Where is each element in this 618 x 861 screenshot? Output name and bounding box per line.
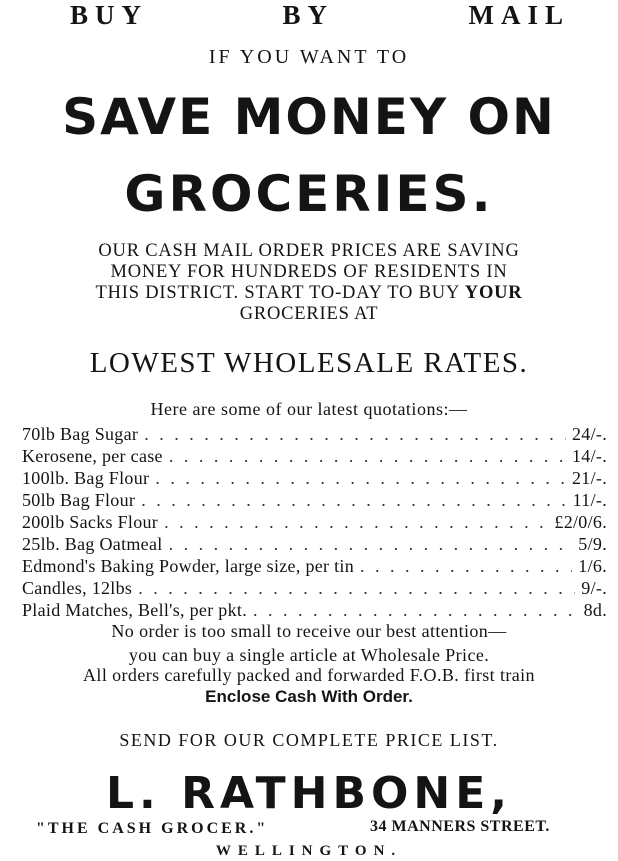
price-value: 8d. [583,600,607,620]
price-value: 9/-. [581,578,607,598]
merchant-name: L. RATHBONE, [106,768,512,819]
leader-dots [155,467,566,489]
rates-heading: LOWEST WHOLESALE RATES. [89,347,529,379]
price-row [22,599,607,621]
quotations-intro: Here are some of our latest quotations:— [150,399,468,419]
leader-dots [138,577,575,599]
price-item: Edmond's Baking Powder, large size, per tin [22,556,355,576]
send-line: SEND FOR OUR COMPLETE PRICE LIST. [119,730,499,750]
price-row [22,577,607,599]
price-row [22,533,607,555]
intro-line-4: GROCERIES AT [239,304,379,324]
subheading: IF YOU WANT TO [208,46,410,68]
note-line-1: No order is too small to receive our best attention— [111,621,507,641]
headline [70,0,570,31]
price-row [22,511,607,533]
intro-line-3-bold: YOUR [464,283,523,303]
headline-word-buy: BUY [70,0,149,30]
intro-line-2: MONEY FOR HUNDREDS OF RESIDENTS IN [110,262,508,282]
intro-line-3 [0,283,618,304]
headline-word-mail: MAIL [468,0,570,30]
price-item: Candles, 12lbs [22,578,133,598]
price-list [22,423,607,621]
intro-line-1: OUR CASH MAIL ORDER PRICES ARE SAVING [98,241,520,261]
intro-text [0,241,618,325]
note-line-3: All orders carefully packed and forwarded F.O.B. first train [83,665,535,685]
price-item: 200lb Sacks Flour [22,512,159,532]
price-value: 24/-. [572,424,607,444]
price-item: Plaid Matches, Bell's, per pkt. [22,600,248,620]
price-value: 21/-. [572,468,607,488]
price-item: 70lb Bag Sugar [22,424,139,444]
main-title-line-2: GROCERIES. [124,165,494,223]
note-line-2: you can buy a single article at Wholesale Price. [128,645,490,665]
intro-line-3-text: THIS DISTRICT. START TO-DAY TO BUY [95,283,460,303]
headline-word-by: BY [282,0,335,30]
price-value: £2/0/6. [554,512,607,532]
price-value: 5/9. [578,534,607,554]
merchant-tagline: "THE CASH GROCER." [36,820,269,837]
main-title-line-1: SAVE MONEY ON [62,88,556,146]
price-row [22,555,607,577]
price-value: 11/-. [572,490,607,510]
price-value: 1/6. [578,556,607,576]
price-row [22,423,607,445]
price-row [22,467,607,489]
leader-dots [169,445,566,467]
price-row [22,489,607,511]
leader-dots [360,555,572,577]
leader-dots [253,599,578,621]
price-item: 25lb. Bag Oatmeal [22,534,163,554]
note-line-4: Enclose Cash With Order. [205,687,413,706]
leader-dots [144,423,566,445]
merchant-address: 34 MANNERS STREET. [370,818,550,835]
leader-dots [164,511,548,533]
price-item: Kerosene, per case [22,446,163,466]
price-row [22,445,607,467]
leader-dots [169,533,573,555]
price-value: 14/-. [572,446,607,466]
price-item: 100lb. Bag Flour [22,468,150,488]
merchant-city: WELLINGTON. [215,843,403,859]
price-item: 50lb Bag Flour [22,490,136,510]
leader-dots [141,489,566,511]
